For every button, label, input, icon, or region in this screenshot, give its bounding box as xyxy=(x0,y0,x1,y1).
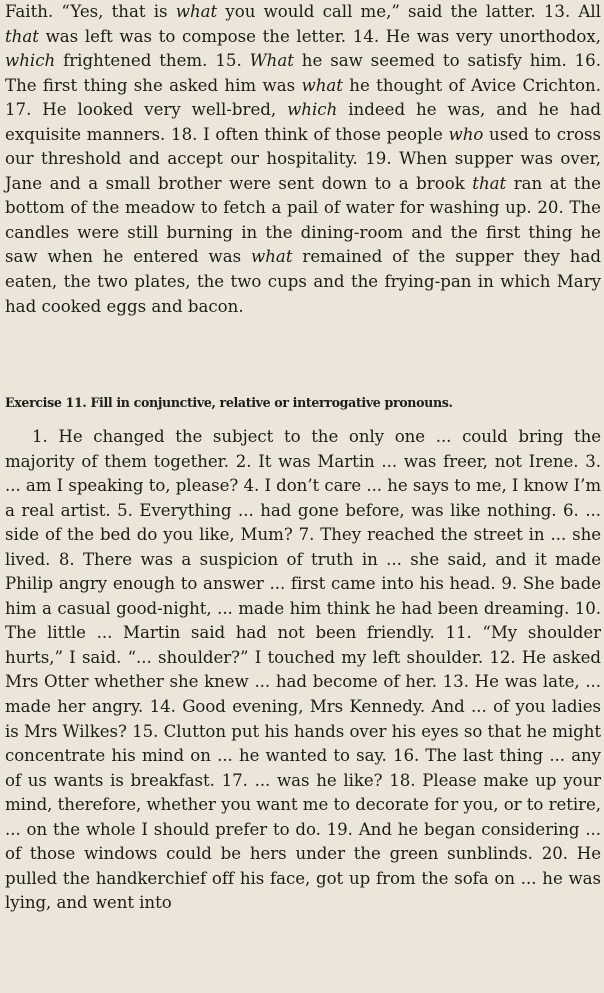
exercise-11-heading: Exercise 11. Fill in conjunctive, relative or interrogative pronouns. xyxy=(5,395,453,410)
exercise-11-text: 1. He changed the subject to the only one ... could bring the majority of them together. 2. It was Martin ... was freer, not Irene. 3. ... am I speaking to, please? 4. I don’t care ... he says to me, I know I’m a real artist. 5. Everything ... had gone before, was like nothing. 6. ... side of the bed do you like, Mum? 7. They reached the street in ... she lived. 8. There was a suspicion of truth in ... she said, and it made Philip angry enough to answer ... first came into his head. 9. She bade him a casual good-night, ... made him think he had been dreaming. 10. The little ... Martin said had not been friendly. 11. “My shoulder hurts,” I said. “... shoulder?” I touched my left shoulder. 12. He asked Mrs Otter whether she knew ... had become of her. 13. He was late, ... made her angry. 14. Good evening, Mrs Kennedy. And ... of you ladies is Mrs Wilkes? 15. Clutton put his hands over his eyes so that he might concentrate his mind on ... he wanted to say. 16. The last thing ... any of us wants is breakfast. 17. ... was he like? 18. Please make up your mind, therefore, whether you want me to decorate for you, or to retire, ... on the whole I should prefer to do. 19. And he began considering ... of those windows could be hers under the green sunblinds. 20. He pulled the handkerchief off his face, got up from the sofa on ... he was lying, and went into xyxy=(5,427,601,913)
exercise-10-continuation: Faith. “Yes, that is what you would call me,” said the latter. 13. All that was left was to compose the letter. 14. He was very unorthodox, which frightened them. 15. What he saw seemed to satisfy him. 16. The first thing she asked him was what he thought of Avice Crichton. 17. He looked very well-bred, which indeed he was, and he had exquisite manners. 18. I often think of those people who used to cross our threshold and accept our hospitality. 19. When supper was over, Jane and a small brother were sent down to a brook that ran at the bottom of the meadow to fetch a pail of water for washing up. 20. The candles were still burning in the dining-room and the first thing he saw when he entered was what remained of the supper they had eaten, the two plates, the two cups and the frying-pan in which Mary had cooked eggs and bacon. xyxy=(5,2,602,316)
